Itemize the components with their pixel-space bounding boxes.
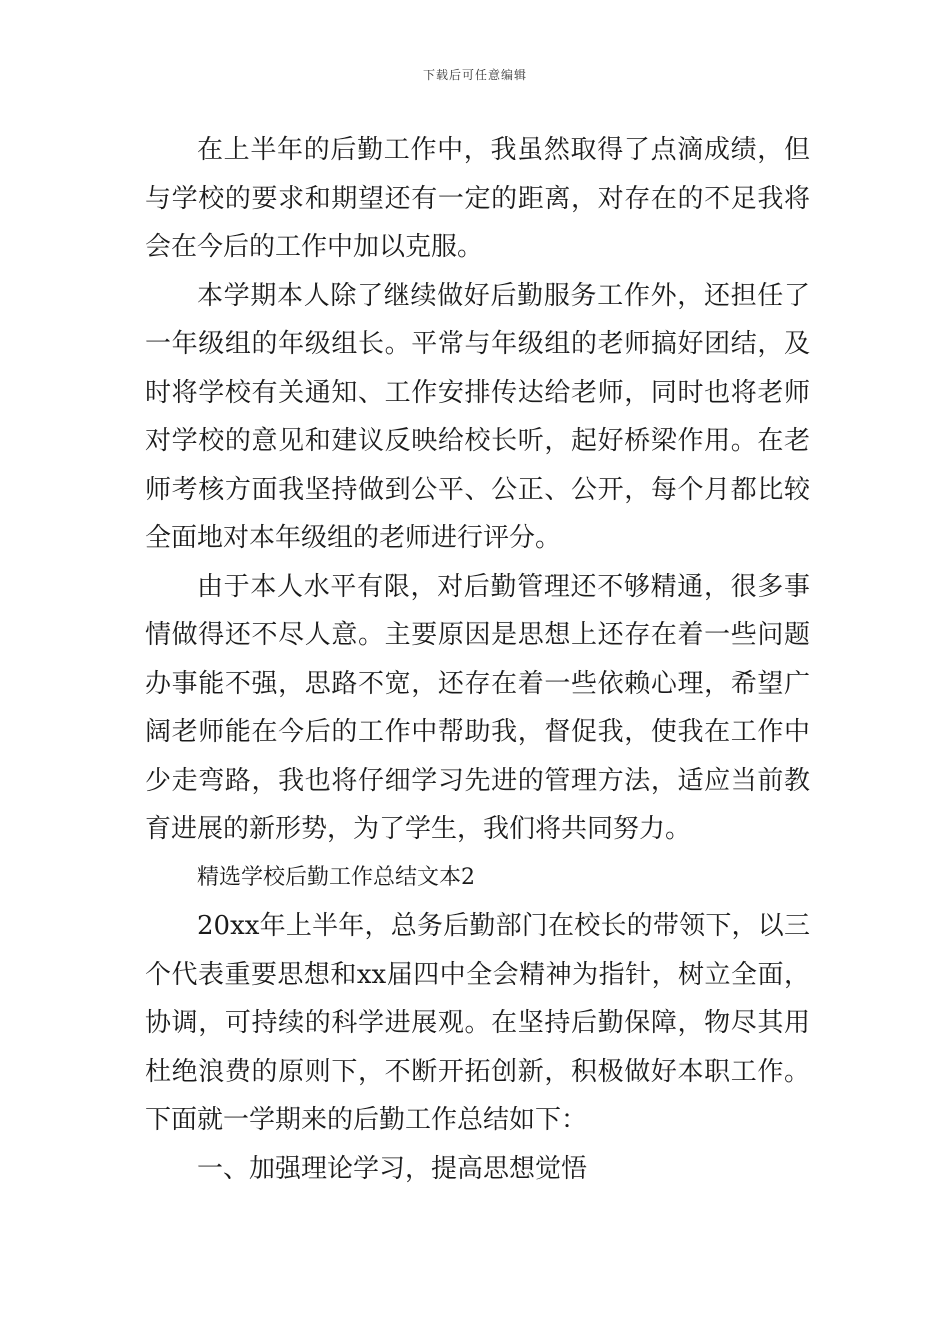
subheading: 精选学校后勤工作总结文本2 xyxy=(197,864,475,890)
paragraph-3: 由于本人水平有限，对后勤管理还不够精通，很多事情做得还不尽人意。主要原因是思想上还存在着一些问题办事能不强，思路不宽，还存在着一些依赖心理，希望广阔老师能在今后的工作中帮助我，督促我，使我在工作中少走弯路，我也将仔细学习先进的管理方法，适应当前教育进展的新形势，为了学生，我们将共同努力。 xyxy=(145,571,810,844)
section-heading: 一、加强理论学习，提高思想觉悟 xyxy=(197,1153,588,1184)
paragraph-2: 本学期本人除了继续做好后勤服务工作外，还担任了一年级组的年级组长。平常与年级组的老师搞好团结，及时将学校有关通知、工作安排传达给老师，同时也将老师对学校的意见和建议反映给校长听，起好桥梁作用。在老师考核方面我坚持做到公平、公正、公开，每个月都比较全面地对本年级组的老师进行评分。 xyxy=(145,280,810,553)
paragraph-4: 20xx年上半年，总务后勤部门在校长的带领下，以三个代表重要思想和xx届四中全会精神为指针，树立全面，协调，可持续的科学进展观。在坚持后勤保障，物尽其用杜绝浪费的原则下，不断开拓创新，积极做好本职工作。下面就一学期来的后勤工作总结如下： xyxy=(145,911,810,1135)
paragraph-1: 在上半年的后勤工作中，我虽然取得了点滴成绩，但与学校的要求和期望还有一定的距离，对存在的不足我将会在今后的工作中加以克服。 xyxy=(145,135,810,262)
document-body xyxy=(145,126,810,1193)
page-header-note: 下载后可任意编辑 xyxy=(422,68,527,82)
